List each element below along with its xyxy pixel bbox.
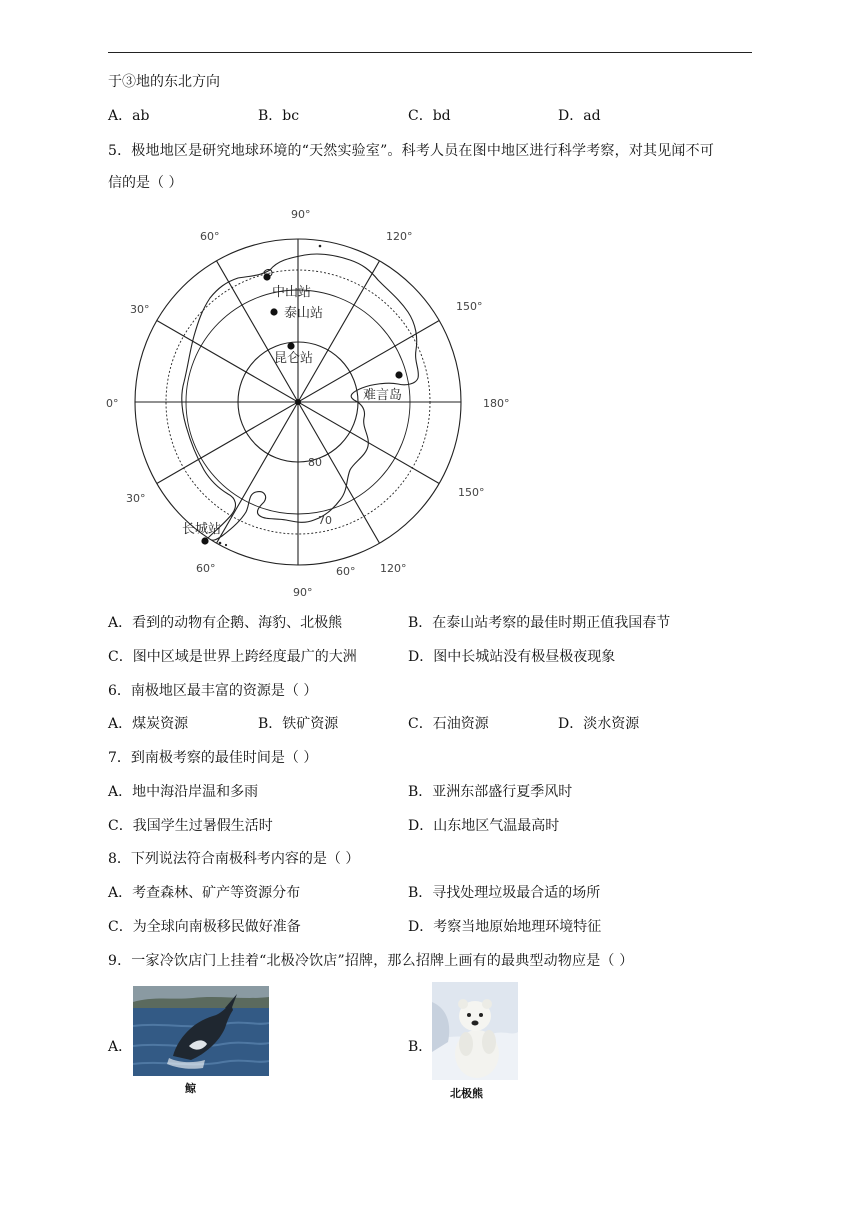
q4-option-c: C．bd	[408, 108, 451, 124]
q8-option-b: B．寻找处理垃圾最合适的场所	[408, 885, 601, 901]
label-60-bot-left: 60°	[196, 562, 216, 575]
q6-stem: 6．南极地区最丰富的资源是（ ）	[108, 683, 318, 699]
changcheng-station-dot	[201, 537, 208, 544]
q4-tail-text: 于③地的东北方向	[108, 74, 220, 90]
q5-stem-line1: 5．极地地区是研究地球环境的“天然实验室”。科考人员在图中地区进行科学考察，对其见闻不可	[108, 143, 715, 159]
header-rule	[108, 52, 752, 53]
nanyan-island-label: 难言岛	[363, 388, 403, 403]
taishan-station-label: 泰山站	[284, 306, 324, 321]
polar-bear-photo	[432, 982, 518, 1080]
q6-option-a: A．煤炭资源	[108, 716, 189, 732]
q7-option-c: C．我国学生过暑假生活时	[108, 818, 273, 834]
q7-option-d: D．山东地区气温最高时	[408, 818, 560, 834]
label-30-left-top: 30°	[130, 303, 150, 316]
label-lat-70: 70	[318, 514, 332, 527]
label-90-bot: 90°	[293, 586, 313, 599]
q8-option-a: A．考查森林、矿产等资源分布	[108, 885, 301, 901]
q9-stem: 9．一家冷饮店门上挂着“北极冷饮店”招牌，那么招牌上画有的最典型动物应是（ ）	[108, 953, 634, 969]
zhongshan-station-label: 中山站	[272, 285, 312, 300]
zhongshan-station-dot	[263, 273, 270, 280]
q8-option-c: C．为全球向南极移民做好准备	[108, 919, 301, 935]
nanyan-island-dot	[395, 371, 402, 378]
antarctica-polar-map	[100, 200, 520, 605]
q4-option-b: B．bc	[258, 108, 300, 124]
label-60-top-left: 60°	[200, 230, 220, 243]
label-60-bot-right: 60°	[336, 565, 356, 578]
polar-bear-caption: 北极熊	[450, 1087, 483, 1100]
q7-option-a: A．地中海沿岸温和多雨	[108, 784, 259, 800]
label-180: 180°	[483, 397, 510, 410]
q5-option-a: A．看到的动物有企鹅、海豹、北极熊	[108, 615, 343, 631]
q7-option-b: B．亚洲东部盛行夏季风时	[408, 784, 573, 800]
label-30-left-bot: 30°	[126, 492, 146, 505]
q6-option-b: B．铁矿资源	[258, 716, 339, 732]
q4-option-d: D．ad	[558, 108, 601, 124]
q7-stem: 7．到南极考察的最佳时间是（ ）	[108, 750, 318, 766]
q5-option-b: B．在泰山站考察的最佳时期正值我国春节	[408, 615, 671, 631]
q5-option-c: C．图中区域是世界上跨经度最广的大洲	[108, 649, 357, 665]
taishan-station-dot	[270, 308, 277, 315]
q9-option-b-letter: B．	[408, 1039, 433, 1055]
q6-option-d: D．淡水资源	[558, 716, 640, 732]
label-lat-80: 80	[308, 456, 322, 469]
label-120-top: 120°	[386, 230, 413, 243]
q6-option-c: C．石油资源	[408, 716, 489, 732]
island-2	[319, 245, 322, 248]
island-3	[219, 542, 222, 545]
q4-option-a: A．ab	[108, 108, 150, 124]
pole-center-dot	[295, 399, 301, 405]
label-150-right-top: 150°	[456, 300, 483, 313]
kunlun-station-dot	[287, 342, 294, 349]
label-0: 0°	[106, 397, 119, 410]
q5-option-d: D．图中长城站没有极昼极夜现象	[408, 649, 616, 665]
label-90-top: 90°	[291, 208, 311, 221]
q9-option-a-letter: A．	[108, 1039, 133, 1055]
whale-photo	[133, 986, 269, 1076]
label-120-bot: 120°	[380, 562, 407, 575]
q5-stem-line2: 信的是（ ）	[108, 175, 183, 191]
changcheng-station-label: 长城站	[182, 522, 222, 537]
whale-caption: 鲸	[185, 1082, 196, 1095]
island-4	[225, 544, 227, 546]
q8-option-d: D．考察当地原始地理环境特征	[408, 919, 602, 935]
kunlun-station-label: 昆仑站	[274, 351, 314, 366]
label-150-right-bot: 150°	[458, 486, 485, 499]
q8-stem: 8．下列说法符合南极科考内容的是（ ）	[108, 851, 360, 867]
